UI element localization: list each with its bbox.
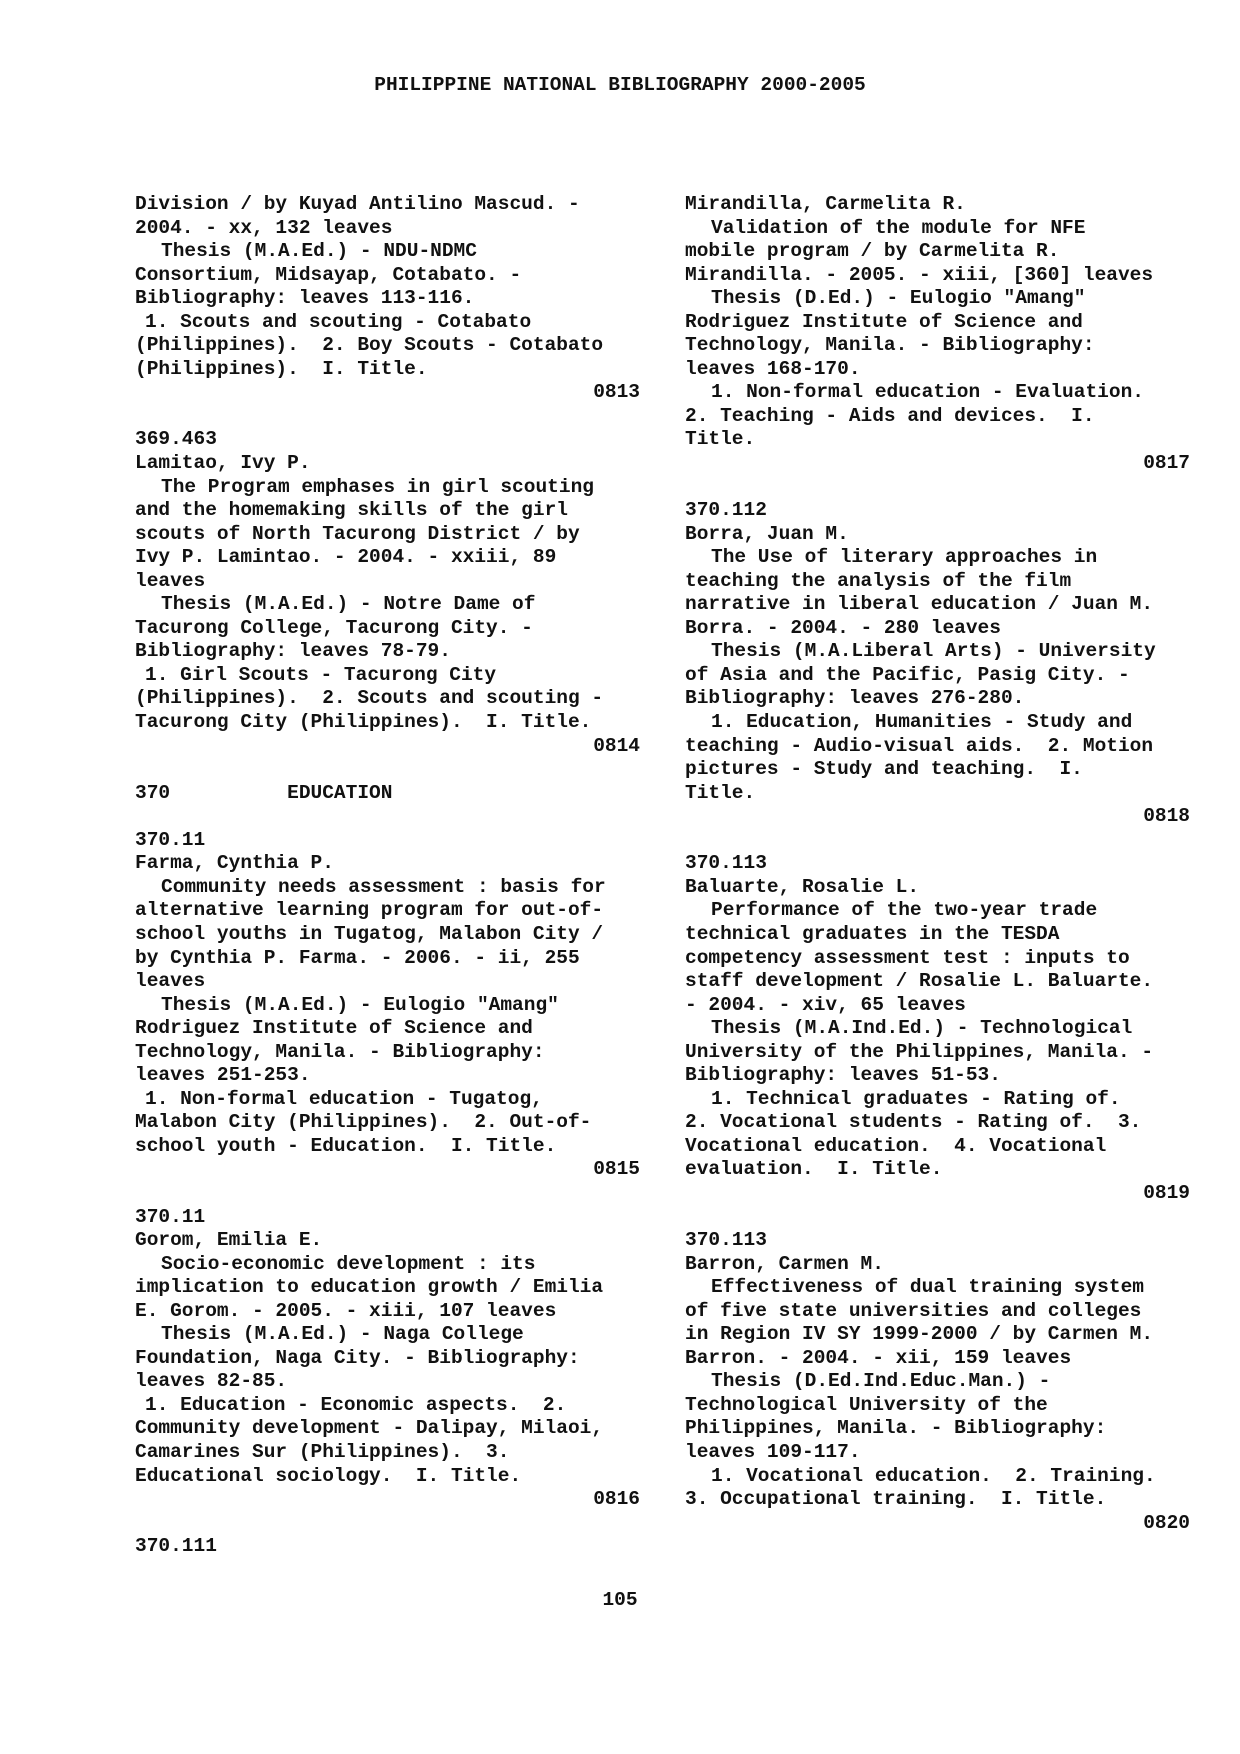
entry-line: (Philippines). 2. Boy Scouts - Cotabato bbox=[135, 334, 604, 357]
entry-line: Consortium, Midsayap, Cotabato. - bbox=[135, 263, 522, 286]
entry-line: leaves 82-85. bbox=[135, 1370, 288, 1393]
entry-line: Technological University of the bbox=[685, 1393, 1048, 1416]
entry-line: narrative in liberal education / Juan M. bbox=[685, 593, 1154, 616]
entry-line: Barron. - 2004. - xii, 159 leaves bbox=[685, 1346, 1072, 1369]
entry-line: Thesis (M.A.Ind.Ed.) - Technological bbox=[711, 1017, 1133, 1040]
entry-line: Effectiveness of dual training system bbox=[711, 1276, 1144, 1299]
entry-line: 370 EDUCATION bbox=[135, 781, 393, 804]
entry-line: teaching the analysis of the film bbox=[685, 569, 1072, 592]
blank-line bbox=[135, 405, 640, 429]
entry-line: 1. Education - Economic aspects. 2. bbox=[145, 1393, 567, 1416]
entry-number: 0819 bbox=[1143, 1181, 1190, 1204]
entry-line: Thesis (M.A.Ed.) - Notre Dame of bbox=[161, 593, 536, 616]
entry-line: 370.11 bbox=[135, 1205, 206, 1228]
entry-number: 0814 bbox=[593, 734, 640, 757]
entry-line: and the homemaking skills of the girl bbox=[135, 499, 568, 522]
entry-line: Technology, Manila. - Bibliography: bbox=[135, 1040, 545, 1063]
entry-line: 370.113 bbox=[685, 852, 767, 875]
entry-line: 3. Occupational training. I. Title. bbox=[685, 1488, 1107, 1511]
entry-line: Title. bbox=[685, 781, 756, 804]
entry-line: Division / by Kuyad Antilino Mascud. - bbox=[135, 193, 580, 215]
entry-line: Tacurong College, Tacurong City. - bbox=[135, 616, 533, 639]
entry-line: 1. Education, Humanities - Study and bbox=[711, 711, 1133, 734]
entry-line: Rodriguez Institute of Science and bbox=[135, 1017, 533, 1040]
entry-line: 1. Technical graduates - Rating of. bbox=[711, 1087, 1121, 1110]
entry-line: pictures - Study and teaching. I. bbox=[685, 758, 1083, 781]
entry-line: Rodriguez Institute of Science and bbox=[685, 310, 1083, 333]
page-number: 105 bbox=[602, 1589, 638, 1611]
entry-line: Thesis (D.Ed.) - Eulogio "Amang" bbox=[711, 287, 1086, 310]
entry-line: leaves bbox=[135, 970, 206, 993]
entry-line: of Asia and the Pacific, Pasig City. - bbox=[685, 663, 1130, 686]
entry-line: Philippines, Manila. - Bibliography: bbox=[685, 1417, 1107, 1440]
entry-line: in Region IV SY 1999-2000 / by Carmen M. bbox=[685, 1323, 1154, 1346]
entry-line: Bibliography: leaves 276-280. bbox=[685, 687, 1025, 710]
entry-line: 370.112 bbox=[685, 499, 767, 522]
entry-line: evaluation. I. Title. bbox=[685, 1158, 943, 1181]
blank-line bbox=[135, 1512, 640, 1536]
entry-line: 1. Vocational education. 2. Training. bbox=[711, 1464, 1156, 1487]
entry-line: mobile program / by Carmelita R. bbox=[685, 240, 1060, 263]
entry-line: Community needs assessment : basis for bbox=[161, 875, 606, 898]
entry-line: The Program emphases in girl scouting bbox=[161, 475, 594, 498]
entry-line: Gorom, Emilia E. bbox=[135, 1229, 323, 1252]
entry-line: Title. bbox=[685, 428, 756, 451]
entry-line: Lamitao, Ivy P. bbox=[135, 452, 311, 475]
entry-line: of five state universities and colleges bbox=[685, 1299, 1142, 1322]
entry-line: (Philippines). 2. Scouts and scouting - bbox=[135, 687, 604, 710]
entry-number: 0818 bbox=[1143, 805, 1190, 828]
entry-number: 0813 bbox=[593, 381, 640, 404]
entry-line: - 2004. - xiv, 65 leaves bbox=[685, 993, 966, 1016]
entry-line: The Use of literary approaches in bbox=[711, 546, 1098, 569]
entry-line: Borra. - 2004. - 280 leaves bbox=[685, 616, 1001, 639]
entry-line: University of the Philippines, Manila. - bbox=[685, 1040, 1154, 1063]
entry-number: 0820 bbox=[1143, 1511, 1190, 1534]
entry-line: 2004. - xx, 132 leaves bbox=[135, 216, 393, 239]
entry-line: 1. Scouts and scouting - Cotabato bbox=[145, 310, 532, 333]
entry-line: school youths in Tugatog, Malabon City / bbox=[135, 922, 604, 945]
entry-line: Farma, Cynthia P. bbox=[135, 852, 334, 875]
entry-line: Socio-economic development : its bbox=[161, 1252, 536, 1275]
entry-line: 370.111 bbox=[135, 1535, 217, 1558]
entry-line: leaves bbox=[135, 569, 206, 592]
entry-line: Camarines Sur (Philippines). 3. bbox=[135, 1440, 510, 1463]
entry-line: teaching - Audio-visual aids. 2. Motion bbox=[685, 734, 1154, 757]
entry-number: 0815 bbox=[593, 1158, 640, 1181]
entry-line: technical graduates in the TESDA bbox=[685, 922, 1060, 945]
entry-line: Bibliography: leaves 51-53. bbox=[685, 1064, 1001, 1087]
entry-line: 370.113 bbox=[685, 1229, 767, 1252]
entry-line: Barron, Carmen M. bbox=[685, 1252, 884, 1275]
entry-line: leaves 251-253. bbox=[135, 1064, 311, 1087]
entry-line: leaves 168-170. bbox=[685, 357, 861, 380]
entry-line: school youth - Education. I. Title. bbox=[135, 1134, 557, 1157]
blank-line bbox=[685, 829, 1190, 853]
entry-line: Baluarte, Rosalie L. bbox=[685, 875, 920, 898]
entry-line: 1. Non-formal education - Tugatog, bbox=[145, 1087, 543, 1110]
entry-line: staff development / Rosalie L. Baluarte. bbox=[685, 970, 1154, 993]
entry-line: alternative learning program for out-of- bbox=[135, 899, 604, 922]
entry-line: Foundation, Naga City. - Bibliography: bbox=[135, 1346, 580, 1369]
blank-line bbox=[685, 1206, 1190, 1230]
entry-line: E. Gorom. - 2005. - xiii, 107 leaves bbox=[135, 1299, 557, 1322]
entry-line: Thesis (M.A.Ed.) - NDU-NDMC bbox=[161, 240, 477, 263]
entry-line: Tacurong City (Philippines). I. Title. bbox=[135, 711, 592, 734]
entry-line: Thesis (M.A.Ed.) - Naga College bbox=[161, 1323, 524, 1346]
entry-number: 0816 bbox=[593, 1488, 640, 1511]
entry-line: 2. Teaching - Aids and devices. I. bbox=[685, 404, 1095, 427]
entry-line: 369.463 bbox=[135, 428, 217, 451]
entry-line: by Cynthia P. Farma. - 2006. - ii, 255 bbox=[135, 946, 580, 969]
page-header: PHILIPPINE NATIONAL BIBLIOGRAPHY 2000-2005 bbox=[374, 74, 866, 96]
entry-line: Community development - Dalipay, Milaoi, bbox=[135, 1417, 604, 1440]
entry-line: Mirandilla, Carmelita R. bbox=[685, 193, 966, 215]
blank-line bbox=[135, 1182, 640, 1206]
blank-line bbox=[685, 476, 1190, 500]
entry-number: 0817 bbox=[1143, 452, 1190, 475]
entry-line: Bibliography: leaves 113-116. bbox=[135, 287, 475, 310]
entry-line: Thesis (D.Ed.Ind.Educ.Man.) - bbox=[711, 1370, 1051, 1393]
blank-line bbox=[135, 805, 640, 829]
entry-line: Performance of the two-year trade bbox=[711, 899, 1098, 922]
entry-line: Educational sociology. I. Title. bbox=[135, 1464, 522, 1487]
entry-line: Vocational education. 4. Vocational bbox=[685, 1134, 1107, 1157]
entry-line: implication to education growth / Emilia bbox=[135, 1276, 604, 1299]
entry-line: 1. Girl Scouts - Tacurong City bbox=[145, 663, 497, 686]
entry-line: Validation of the module for NFE bbox=[711, 216, 1086, 239]
blank-line bbox=[135, 758, 640, 782]
entry-line: Malabon City (Philippines). 2. Out-of- bbox=[135, 1111, 592, 1134]
entry-line: Thesis (M.A.Ed.) - Eulogio "Amang" bbox=[161, 993, 559, 1016]
entry-line: Mirandilla. - 2005. - xiii, [360] leaves bbox=[685, 263, 1154, 286]
entry-line: Bibliography: leaves 78-79. bbox=[135, 640, 451, 663]
entry-line: Thesis (M.A.Liberal Arts) - University bbox=[711, 640, 1156, 663]
entry-line: 2. Vocational students - Rating of. 3. bbox=[685, 1111, 1142, 1134]
entry-line: scouts of North Tacurong District / by bbox=[135, 522, 580, 545]
entry-line: 370.11 bbox=[135, 828, 206, 851]
left-column bbox=[135, 193, 640, 1559]
entry-line: Borra, Juan M. bbox=[685, 522, 849, 545]
entry-line: competency assessment test : inputs to bbox=[685, 946, 1130, 969]
entry-line: (Philippines). I. Title. bbox=[135, 357, 428, 380]
entry-line: Technology, Manila. - Bibliography: bbox=[685, 334, 1095, 357]
entry-line: Ivy P. Lamintao. - 2004. - xxiii, 89 bbox=[135, 546, 557, 569]
entry-line: leaves 109-117. bbox=[685, 1440, 861, 1463]
right-column bbox=[685, 193, 1190, 1535]
entry-line: 1. Non-formal education - Evaluation. bbox=[711, 381, 1144, 404]
